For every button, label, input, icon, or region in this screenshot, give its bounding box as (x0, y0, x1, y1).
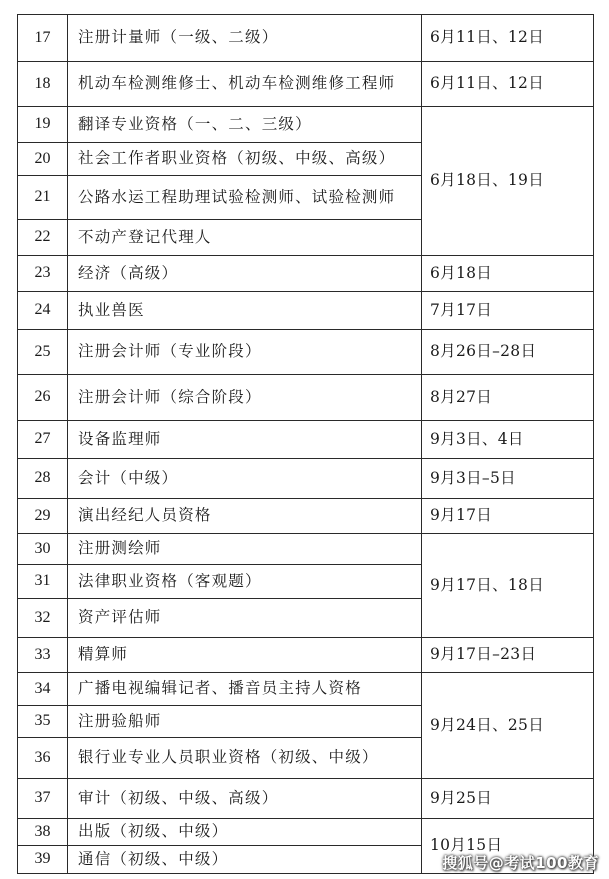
exam-name: 不动产登记代理人 (68, 220, 422, 256)
exam-date: 8月27日 (422, 375, 594, 421)
row-number: 31 (18, 565, 68, 599)
row-number: 17 (18, 15, 68, 62)
row-number: 28 (18, 459, 68, 499)
exam-name: 执业兽医 (68, 292, 422, 330)
exam-date: 8月26日–28日 (422, 330, 594, 375)
exam-name: 注册会计师（专业阶段） (68, 330, 422, 375)
exam-date: 9月3日–5日 (422, 459, 594, 499)
row-number: 36 (18, 738, 68, 779)
exam-name: 通信（初级、中级） (68, 846, 422, 874)
table-row (18, 62, 594, 107)
row-number: 27 (18, 421, 68, 459)
table-row (18, 292, 594, 330)
table-row (18, 499, 594, 534)
row-number: 32 (18, 599, 68, 638)
exam-date: 10月15日 (422, 819, 594, 874)
exam-name: 社会工作者职业资格（初级、中级、高级） (68, 143, 422, 176)
exam-date: 6月18日 (422, 256, 594, 292)
exam-date: 6月18日、19日 (422, 107, 594, 256)
exam-name: 注册测绘师 (68, 534, 422, 565)
watermark: 搜狐号@考试100教育 (442, 854, 599, 872)
exam-schedule-table (17, 14, 594, 874)
exam-name: 机动车检测维修士、机动车检测维修工程师 (68, 62, 422, 107)
exam-name: 设备监理师 (68, 421, 422, 459)
exam-name: 出版（初级、中级） (68, 819, 422, 846)
exam-name: 翻译专业资格（一、二、三级） (68, 107, 422, 143)
exam-date: 9月25日 (422, 779, 594, 819)
exam-date: 7月17日 (422, 292, 594, 330)
row-number: 18 (18, 62, 68, 107)
table-row (18, 421, 594, 459)
table-row (18, 375, 594, 421)
row-number: 20 (18, 143, 68, 176)
table-row (18, 779, 594, 819)
exam-date: 6月11日、12日 (422, 62, 594, 107)
exam-date: 9月17日 (422, 499, 594, 534)
table-row (18, 638, 594, 673)
exam-date: 9月3日、4日 (422, 421, 594, 459)
table-row (18, 459, 594, 499)
exam-date: 6月11日、12日 (422, 15, 594, 62)
table-row (18, 819, 594, 846)
row-number: 39 (18, 846, 68, 874)
row-number: 34 (18, 673, 68, 706)
exam-name: 审计（初级、中级、高级） (68, 779, 422, 819)
exam-name: 银行业专业人员职业资格（初级、中级） (68, 738, 422, 779)
exam-date: 9月24日、25日 (422, 673, 594, 779)
row-number: 30 (18, 534, 68, 565)
table-row (18, 107, 594, 143)
table-row (18, 673, 594, 706)
exam-name: 资产评估师 (68, 599, 422, 638)
exam-name: 演出经纪人员资格 (68, 499, 422, 534)
table-row (18, 330, 594, 375)
table-row (18, 15, 594, 62)
exam-name: 广播电视编辑记者、播音员主持人资格 (68, 673, 422, 706)
row-number: 24 (18, 292, 68, 330)
exam-name: 注册验船师 (68, 706, 422, 738)
row-number: 26 (18, 375, 68, 421)
exam-name: 会计（中级） (68, 459, 422, 499)
table-row (18, 534, 594, 565)
row-number: 19 (18, 107, 68, 143)
row-number: 37 (18, 779, 68, 819)
row-number: 21 (18, 176, 68, 220)
table-row (18, 256, 594, 292)
row-number: 29 (18, 499, 68, 534)
row-number: 23 (18, 256, 68, 292)
row-number: 25 (18, 330, 68, 375)
row-number: 33 (18, 638, 68, 673)
exam-date: 9月17日–23日 (422, 638, 594, 673)
row-number: 22 (18, 220, 68, 256)
row-number: 35 (18, 706, 68, 738)
row-number: 38 (18, 819, 68, 846)
exam-name: 注册会计师（综合阶段） (68, 375, 422, 421)
exam-name: 注册计量师（一级、二级） (68, 15, 422, 62)
exam-name: 经济（高级） (68, 256, 422, 292)
exam-name: 精算师 (68, 638, 422, 673)
exam-name: 公路水运工程助理试验检测师、试验检测师 (68, 176, 422, 220)
exam-date: 9月17日、18日 (422, 534, 594, 638)
exam-name: 法律职业资格（客观题） (68, 565, 422, 599)
